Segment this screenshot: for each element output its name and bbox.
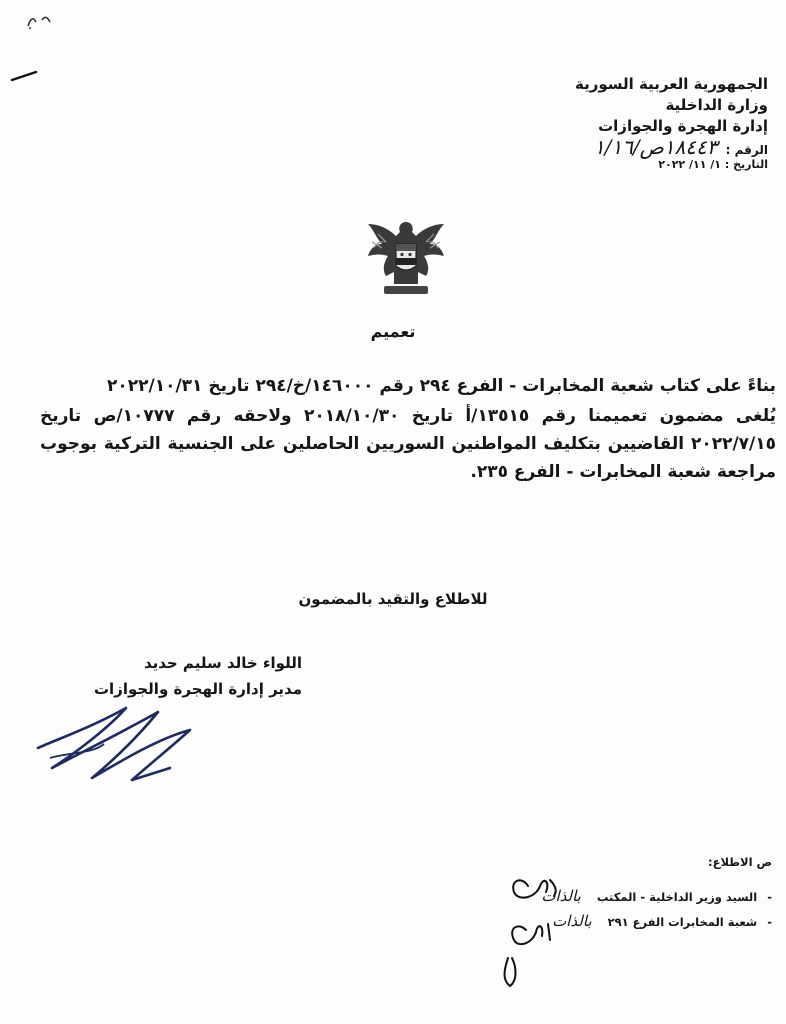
margin-stroke-icon: [10, 66, 40, 86]
distribution-title: ص الاطلاع:: [708, 855, 772, 869]
document-body: [40, 372, 776, 488]
corner-scribble-icon: [22, 8, 62, 32]
distribution-item-note: بالذات: [552, 912, 592, 930]
reference-date: [508, 158, 768, 172]
body-paragraph: يُلغى مضمون تعميمنا رقم ١٣٥١٥/أ تاريخ ٢٠١٨/١٠/٣٠ ولاحقه رقم ١٠٧٧٧/ص تاريخ ٢٠٢٢/٧/١٥ القاضيين بتكليف المواطنين السوريين الحاصلين على الجنسية التركية بوجوب مراجعة شعبة المخابرات - الفرع ٢٣٥.: [40, 406, 777, 482]
reference-label: الرقم :: [725, 143, 768, 157]
distribution-item: - السيد وزير الداخلية - المكتب بالذات: [541, 887, 772, 905]
signatory-name: اللواء خالد سليم حديد: [143, 654, 302, 672]
document-subject: تعميم: [370, 322, 416, 341]
reference-number: [508, 135, 768, 159]
reference-value: ١٨٤٤٣ص/١/١٦: [593, 135, 718, 159]
letterhead-department: إدارة الهجرة والجوازات: [598, 117, 768, 135]
distribution-list: [412, 850, 772, 934]
letterhead-ministry: وزارة الداخلية: [665, 96, 768, 114]
letterhead-country: الجمهورية العربية السورية: [575, 75, 768, 93]
body-paragraph: بناءً على كتاب شعبة المخابرات - الفرع ٢٩٤ رقم ١٤٦٠٠٠/خ/٢٩٤ تاريخ ٢٠٢٢/١٠/٣١: [106, 376, 776, 396]
distribution-item: - شعبة المخابرات الفرع ٢٩١ بالذات: [552, 912, 772, 930]
distribution-item-note: بالذات: [541, 887, 581, 905]
closing-instruction: للاطلاع والتقيد بالمضمون: [298, 590, 488, 608]
syrian-eagle-emblem-icon: [360, 214, 452, 300]
handwritten-initials-icon: [488, 862, 568, 992]
handwritten-signature-icon: [30, 688, 200, 788]
distribution-item-text: شعبة المخابرات الفرع ٢٩١: [607, 915, 758, 929]
signatory-title: مدير إدارة الهجرة والجوازات: [93, 680, 302, 698]
letterhead: [508, 74, 768, 172]
date-value: ١/ ١١/ ٢٠٢٢: [658, 158, 722, 171]
distribution-item-text: السيد وزير الداخلية - المكتب: [596, 890, 758, 904]
date-label: التاريخ :: [724, 158, 768, 171]
